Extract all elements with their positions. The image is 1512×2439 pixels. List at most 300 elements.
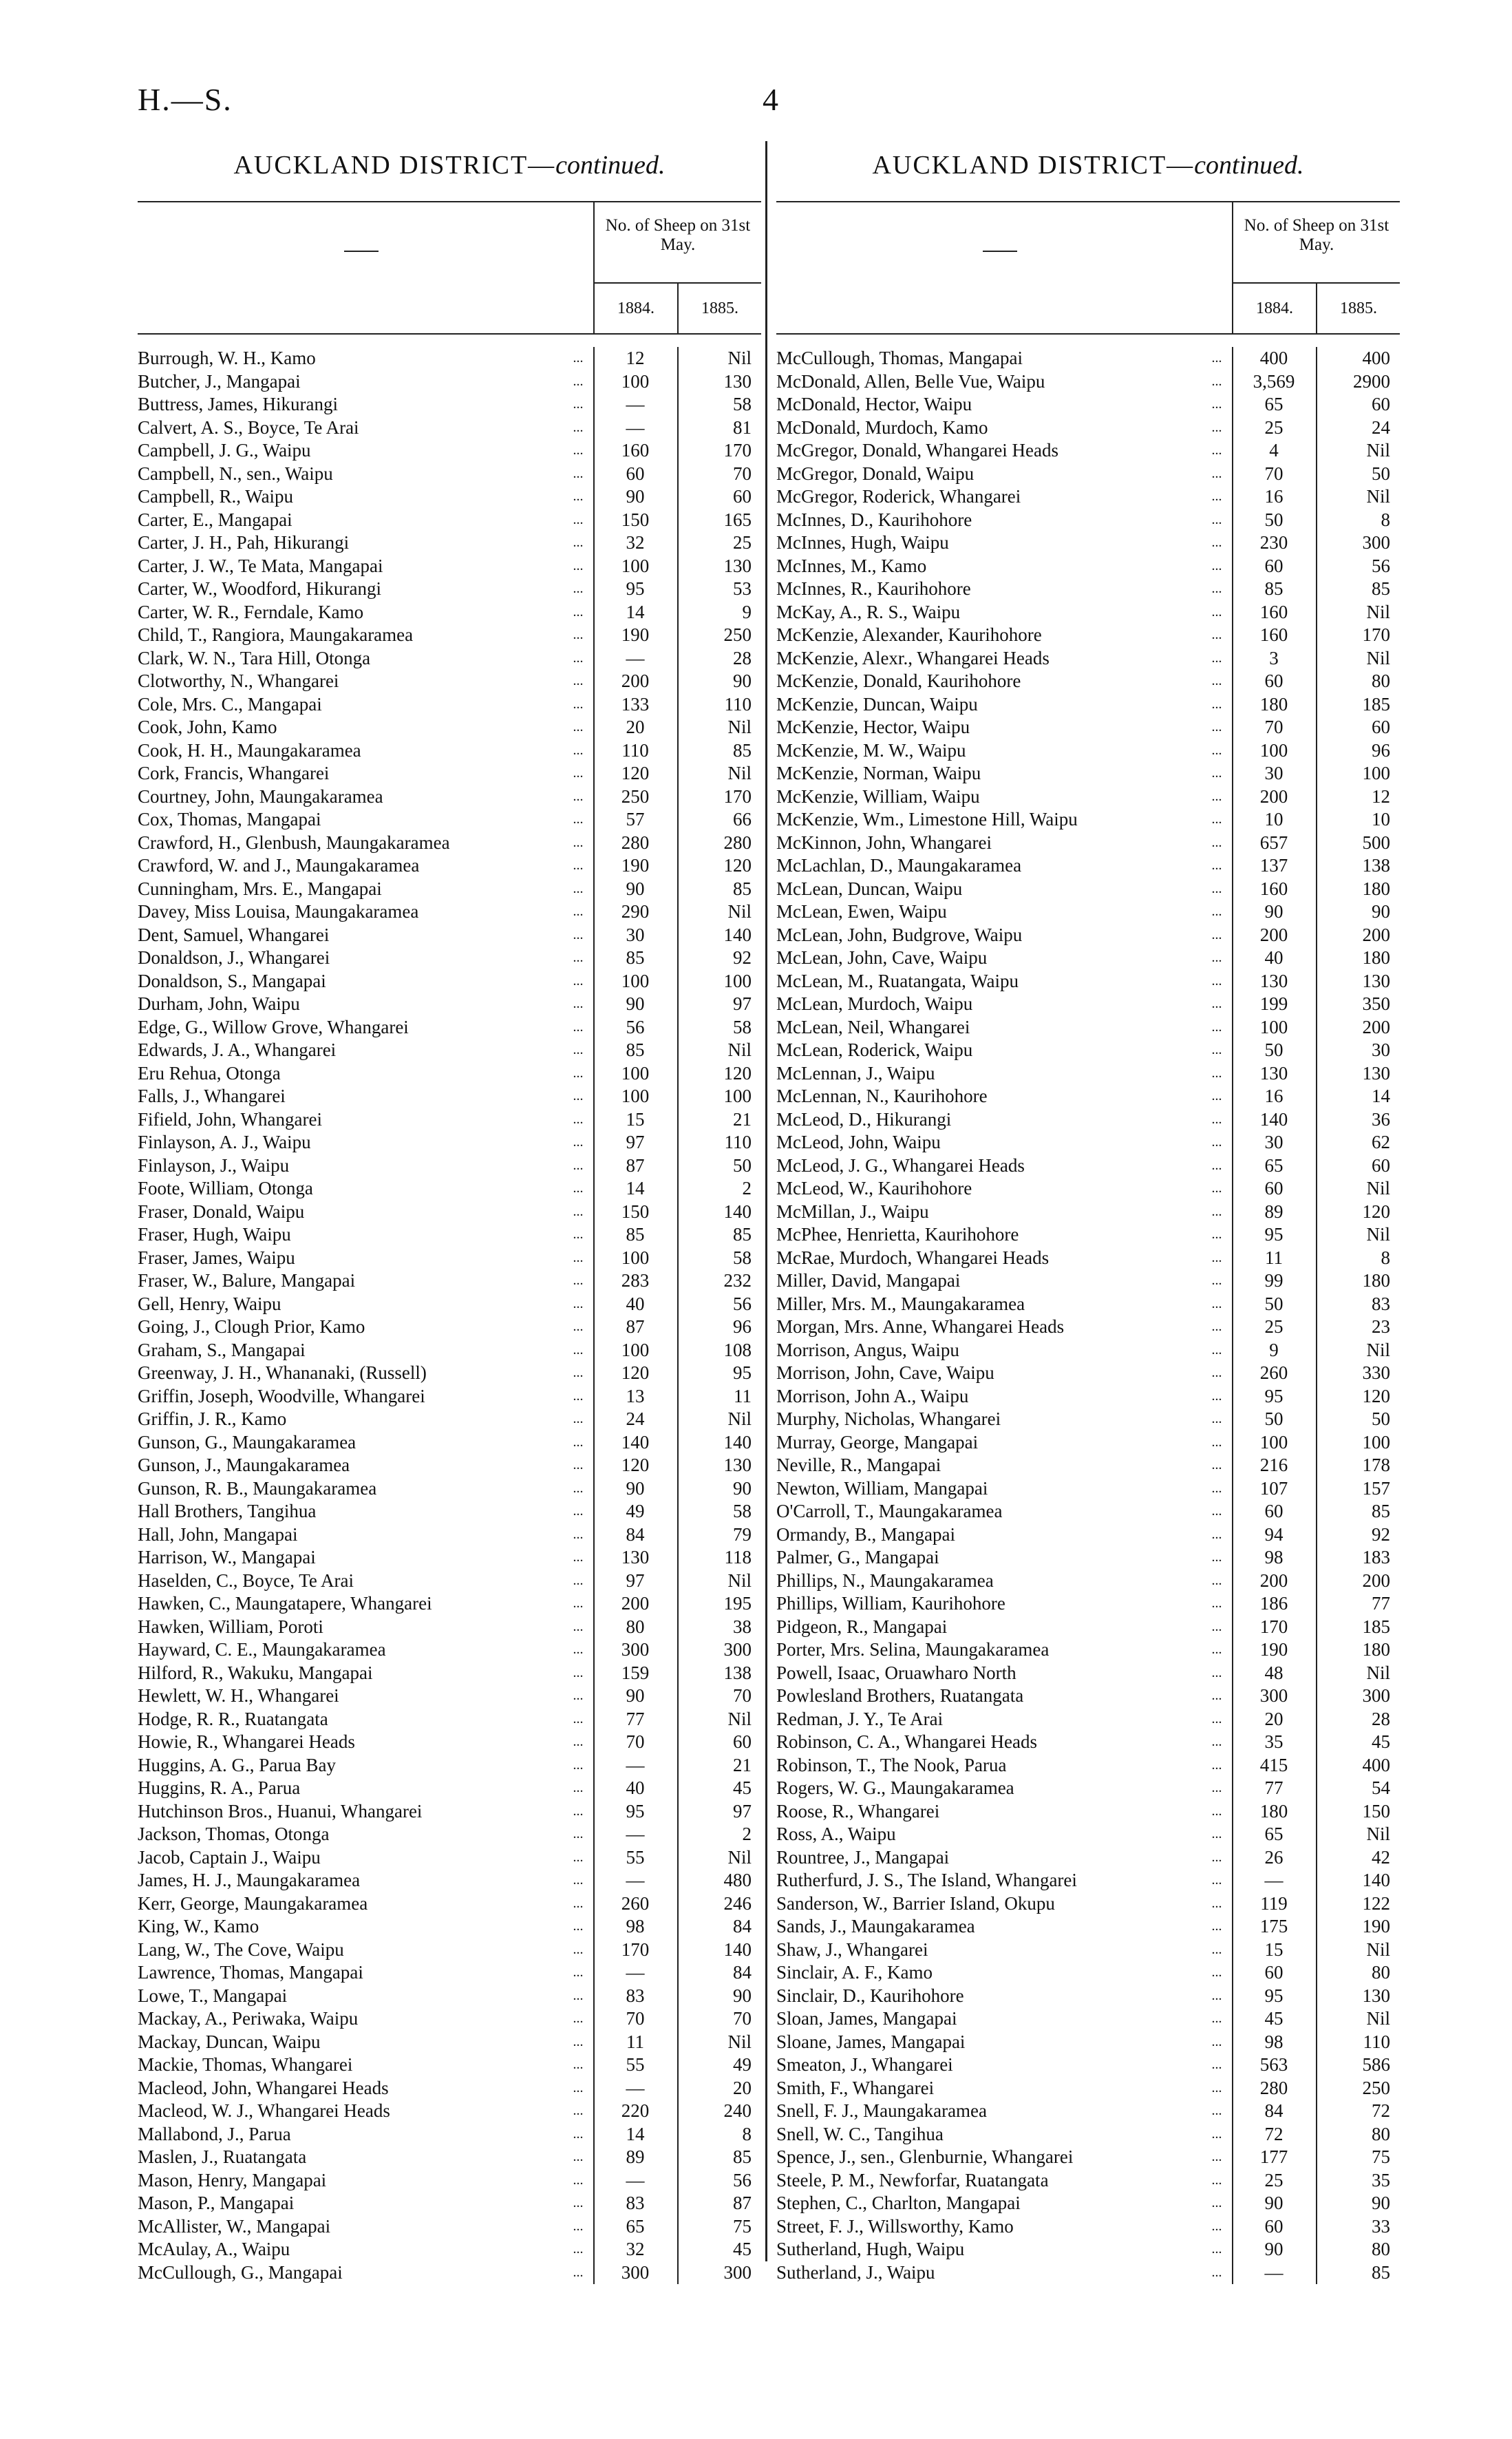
page-reference: H.—S.	[138, 82, 233, 117]
leader-dots: ...	[573, 2034, 584, 2049]
sheep-1884: 280	[1259, 2077, 1288, 2098]
leader-dots: ...	[1211, 535, 1222, 550]
sheep-1885: Nil	[727, 717, 752, 737]
owner-name: McLean, Ewen, Waipu	[776, 901, 947, 922]
table-row	[138, 670, 761, 693]
leader-dots: ...	[1211, 858, 1222, 873]
sheep-1885: 20	[733, 2077, 752, 2098]
sheep-1884: 77	[626, 1708, 645, 1729]
owner-name: Mason, Henry, Mangapai	[138, 2169, 327, 2190]
owner-name: Huggins, A. G., Parua Bay	[138, 1754, 336, 1775]
sheep-1884: 50	[1264, 1293, 1284, 1314]
sheep-1884: 98	[626, 1916, 645, 1936]
owner-name: McLennan, J., Waipu	[776, 1062, 935, 1084]
sheep-1885: 195	[723, 1593, 752, 1614]
sheep-1885: 240	[723, 2100, 752, 2121]
year-1884-header: 1884.	[593, 284, 677, 333]
table-row	[138, 2077, 761, 2100]
owner-name: Snell, W. C., Tangihua	[776, 2123, 944, 2144]
sheep-1885: 23	[1372, 1316, 1390, 1337]
sheep-1884: 100	[621, 1339, 650, 1360]
sheep-1884: 49	[626, 1501, 645, 1521]
table-row	[776, 693, 1400, 717]
sheep-1884: 16	[1264, 486, 1284, 507]
owner-name: McKenzie, William, Waipu	[776, 785, 980, 807]
table-row	[776, 509, 1400, 532]
sheep-1884: 65	[1264, 1824, 1284, 1844]
table-row	[138, 1638, 761, 1662]
leader-dots: ...	[1211, 2241, 1222, 2257]
owner-name: Howie, R., Whangarei Heads	[138, 1731, 355, 1752]
sheep-1885: 100	[1362, 763, 1390, 783]
sheep-1885: 120	[723, 1062, 752, 1084]
owner-name: McKenzie, Alexander, Kaurihohore	[776, 624, 1042, 645]
sheep-1884: 70	[1264, 717, 1284, 737]
sheep-1885: 480	[723, 1870, 752, 1890]
owner-name: Edwards, J. A., Whangarei	[138, 1039, 337, 1060]
leader-dots: ...	[1211, 1780, 1222, 1795]
table-row	[776, 1638, 1400, 1662]
sheep-1885: 200	[1362, 1016, 1390, 1037]
sheep-1884: 89	[626, 2146, 645, 2167]
owner-name: McPhee, Henrietta, Kaurihohore	[776, 1224, 1019, 1245]
leader-dots: ...	[573, 2103, 584, 2118]
leader-dots: ...	[573, 1526, 584, 1542]
table-row	[776, 555, 1400, 578]
sheep-1884: 60	[1264, 1178, 1284, 1199]
table-row	[776, 924, 1400, 947]
table-row	[138, 1269, 761, 1293]
owner-name: Calvert, A. S., Boyce, Te Arai	[138, 416, 359, 438]
sheep-1884: 14	[626, 1178, 645, 1199]
leader-dots: ...	[1211, 1596, 1222, 1611]
table-row	[776, 1293, 1400, 1316]
owner-name: O'Carroll, T., Maungakaramea	[776, 1501, 1003, 1521]
table-body-left	[138, 347, 761, 2284]
sheep-1885: Nil	[1366, 1339, 1390, 1360]
owner-name: Hayward, C. E., Maungakaramea	[138, 1639, 386, 1660]
sheep-1884: 30	[1264, 1132, 1284, 1152]
sheep-1884: 45	[1264, 2008, 1284, 2029]
owner-name: McLeod, J. G., Whangarei Heads	[776, 1154, 1025, 1176]
owner-name: Newton, William, Mangapai	[776, 1477, 988, 1499]
table-row	[776, 1108, 1400, 1132]
sheep-1884: 120	[621, 1362, 650, 1383]
sheep-1885: 130	[723, 1455, 752, 1475]
owner-name: Spence, J., sen., Glenburnie, Whangarei	[776, 2146, 1074, 2167]
sheep-1885: 12	[1372, 785, 1390, 807]
leader-dots: ...	[573, 1895, 584, 1911]
owner-name: Davey, Miss Louisa, Maungakaramea	[138, 901, 419, 922]
owner-name: Campbell, R., Waipu	[138, 486, 294, 507]
owner-name: McRae, Murdoch, Whangarei Heads	[776, 1247, 1050, 1268]
sheep-1884: 216	[1259, 1455, 1288, 1475]
sheep-1885: 140	[723, 1201, 752, 1222]
sheep-1885: Nil	[727, 1039, 752, 1060]
sheep-1885: 250	[723, 624, 752, 645]
table-row	[138, 1293, 761, 1316]
leader-dots: ...	[573, 1319, 584, 1334]
sheep-1884: —	[626, 1962, 645, 1983]
sheep-1885: 180	[1362, 1270, 1390, 1291]
leader-dots: ...	[1211, 1642, 1222, 1657]
sheep-1885: 300	[1362, 532, 1390, 553]
table-row	[138, 1477, 761, 1501]
leader-dots: ...	[1211, 2126, 1222, 2142]
sheep-1885: 170	[1362, 624, 1390, 645]
sheep-1885: 9	[742, 601, 752, 622]
leader-dots: ...	[1211, 604, 1222, 620]
sheep-1885: Nil	[1366, 2008, 1390, 2029]
table-row	[138, 1201, 761, 1224]
leader-dots: ...	[573, 1111, 584, 1127]
leader-dots: ...	[1211, 1550, 1222, 1565]
leader-dots: ...	[1211, 1757, 1222, 1773]
owner-name: Lawrence, Thomas, Mangapai	[138, 1962, 363, 1983]
table-row	[776, 601, 1400, 624]
leader-dots: ...	[573, 766, 584, 781]
table-row	[776, 1085, 1400, 1108]
owner-name: Greenway, J. H., Whananaki, (Russell)	[138, 1362, 427, 1383]
sheep-1885: 400	[1362, 348, 1390, 368]
table-row	[776, 1985, 1400, 2008]
owner-name: McInnes, R., Kaurihohore	[776, 578, 971, 599]
owner-name: McKinnon, John, Whangarei	[776, 832, 992, 853]
owner-name: Graham, S., Mangapai	[138, 1339, 306, 1360]
leader-dots: ...	[573, 1780, 584, 1795]
sheep-1885: 170	[723, 785, 752, 807]
sheep-1885: Nil	[727, 348, 752, 368]
sheep-1885: 75	[733, 2215, 752, 2237]
owner-name: Smith, F., Whangarei	[776, 2077, 935, 2098]
leader-dots: ...	[1211, 766, 1222, 781]
page-number: 4	[763, 82, 778, 117]
sheep-1884: —	[626, 416, 645, 438]
year-1884-header: 1884.	[1232, 284, 1316, 333]
sheep-1884: 87	[626, 1154, 645, 1176]
table-row	[138, 785, 761, 809]
sheep-1884: —	[1264, 2261, 1284, 2283]
sheep-1884: 13	[626, 1385, 645, 1406]
sheep-1885: 58	[733, 394, 752, 414]
sheep-1885: 150	[1362, 1800, 1390, 1822]
sheep-1884: —	[626, 2077, 645, 2098]
table-row	[776, 739, 1400, 763]
table-row	[776, 2192, 1400, 2215]
owner-name: Carter, W., Woodford, Hikurangi	[138, 578, 381, 599]
sheep-1884: 290	[621, 901, 650, 922]
sheep-1884: —	[626, 1754, 645, 1775]
sheep-1885: 80	[1372, 1962, 1390, 1983]
leader-dots: ...	[1211, 650, 1222, 666]
owner-name: Morrison, John A., Waipu	[776, 1385, 969, 1406]
table-row	[138, 2146, 761, 2169]
sheep-1884: 415	[1259, 1754, 1288, 1775]
sheep-1885: Nil	[1366, 440, 1390, 461]
owner-name: McKenzie, Donald, Kaurihohore	[776, 671, 1021, 691]
owner-name: McLean, Duncan, Waipu	[776, 878, 963, 899]
leader-dots: ...	[573, 950, 584, 965]
sheep-1885: 140	[723, 924, 752, 945]
leader-dots: ...	[1211, 1088, 1222, 1104]
sheep-1884: 15	[1264, 1939, 1284, 1960]
owner-name: Hall Brothers, Tangihua	[138, 1501, 317, 1521]
sheep-1885: 130	[1362, 970, 1390, 991]
owner-name: Jacob, Captain J., Waipu	[138, 1846, 321, 1868]
leader-dots: ...	[1211, 1919, 1222, 1934]
table-row	[138, 1570, 761, 1593]
sheep-1884: 199	[1259, 993, 1288, 1014]
sheep-1885: 38	[733, 1616, 752, 1637]
sheep-1884: 85	[1264, 578, 1284, 599]
sheep-1884: 119	[1260, 1892, 1288, 1914]
table-row	[138, 393, 761, 416]
leader-dots: ...	[573, 2011, 584, 2026]
sheep-1885: 75	[1372, 2146, 1390, 2167]
sheep-1885: 56	[1372, 555, 1390, 576]
owner-name: Fraser, Donald, Waipu	[138, 1201, 305, 1222]
table-row	[138, 531, 761, 555]
table-row	[138, 1385, 761, 1408]
sheep-1884: 84	[1264, 2100, 1284, 2121]
leader-dots: ...	[1211, 2195, 1222, 2210]
owner-name: McLean, Murdoch, Waipu	[776, 993, 973, 1014]
table-row	[776, 1316, 1400, 1339]
leader-dots: ...	[573, 1273, 584, 1288]
table-row	[776, 1685, 1400, 1708]
table-row	[776, 1523, 1400, 1547]
sheep-1885: 2	[742, 1824, 752, 1844]
table-row	[138, 854, 761, 878]
owner-name: Fraser, James, Waipu	[138, 1247, 295, 1268]
sheep-1885: 21	[733, 1754, 752, 1775]
sheep-1885: Nil	[727, 1570, 752, 1591]
sheep-1885: 81	[733, 416, 752, 438]
owner-name: Lowe, T., Mangapai	[138, 1985, 288, 2006]
owner-name: McKenzie, Norman, Waipu	[776, 763, 981, 783]
sheep-1884: 35	[1264, 1731, 1284, 1752]
table-row	[776, 2123, 1400, 2146]
owner-name: King, W., Kamo	[138, 1916, 259, 1936]
owner-name: James, H. J., Maungakaramea	[138, 1870, 361, 1890]
sheep-1885: 56	[733, 1293, 752, 1314]
owner-name: Griffin, J. R., Kamo	[138, 1408, 287, 1429]
sheep-1884: 60	[1264, 1962, 1284, 1983]
right-column	[776, 145, 1400, 2283]
leader-dots: ...	[573, 927, 584, 942]
table-row	[776, 1616, 1400, 1639]
sheep-1885: Nil	[1366, 486, 1390, 507]
sheep-1885: 33	[1372, 2215, 1390, 2237]
sheep-1885: Nil	[1366, 601, 1390, 622]
leader-dots: ...	[573, 812, 584, 827]
table-row	[138, 1754, 761, 1777]
leader-dots: ...	[573, 788, 584, 804]
leader-dots: ...	[573, 443, 584, 458]
table-row	[776, 1731, 1400, 1754]
leader-dots: ...	[1211, 465, 1222, 481]
sheep-1884: 186	[1259, 1593, 1288, 1614]
owner-name: Porter, Mrs. Selina, Maungakaramea	[776, 1639, 1050, 1660]
leader-dots: ...	[573, 1249, 584, 1265]
leader-dots: ...	[1211, 1711, 1222, 1727]
sheep-1884: 85	[626, 947, 645, 968]
leader-dots: ...	[573, 1826, 584, 1841]
sheep-1884: 220	[621, 2100, 650, 2121]
sheep-1885: 100	[723, 1086, 752, 1106]
sheep-1884: 200	[621, 1593, 650, 1614]
table-body-right	[776, 347, 1400, 2284]
leader-dots: ...	[1211, 1134, 1222, 1150]
sheep-1884: 175	[1259, 1916, 1288, 1936]
table-row	[138, 1985, 761, 2008]
leader-dots: ...	[1211, 1042, 1222, 1057]
leader-dots: ...	[573, 558, 584, 573]
owner-name: McLean, M., Ruatangata, Waipu	[776, 970, 1019, 991]
table-row	[776, 370, 1400, 394]
owner-name: Donaldson, J., Whangarei	[138, 947, 330, 968]
table-row	[138, 1869, 761, 1892]
sheep-1884: 98	[1264, 2031, 1284, 2052]
owner-name: Miller, David, Mangapai	[776, 1270, 961, 1291]
sheep-1885: 2900	[1353, 370, 1390, 392]
owner-name: Neville, R., Mangapai	[776, 1455, 941, 1475]
leader-dots: ...	[1211, 996, 1222, 1011]
leader-dots: ...	[1211, 1273, 1222, 1288]
sheep-1884: 95	[1264, 1224, 1284, 1245]
owner-name: Ormandy, B., Mangapai	[776, 1523, 955, 1545]
sheep-1884: 65	[1264, 394, 1284, 414]
table-row	[138, 878, 761, 901]
leader-dots: ...	[1211, 1503, 1222, 1519]
leader-dots: ...	[573, 1965, 584, 1980]
table-row	[138, 1408, 761, 1431]
year-1885-header: 1885.	[677, 284, 761, 333]
owner-name: Haselden, C., Boyce, Te Arai	[138, 1570, 354, 1591]
table-row	[776, 485, 1400, 509]
sheep-1885: Nil	[1366, 1224, 1390, 1245]
sheep-1884: 140	[621, 1431, 650, 1453]
table-row	[776, 1131, 1400, 1154]
sheep-1884: 130	[1259, 970, 1288, 991]
leader-dots: ...	[573, 1688, 584, 1703]
owner-name: Morrison, Angus, Waipu	[776, 1339, 959, 1360]
leader-dots: ...	[1211, 1319, 1222, 1334]
table-row	[138, 2123, 761, 2146]
table-row	[776, 1201, 1400, 1224]
sheep-1885: 85	[733, 1224, 752, 1245]
owner-name: Steele, P. M., Newforfar, Ruatangata	[776, 2169, 1049, 2190]
sheep-1885: 85	[733, 878, 752, 899]
leader-dots: ...	[573, 373, 584, 389]
table-row	[138, 1939, 761, 1962]
sheep-1885: 72	[1372, 2100, 1390, 2121]
leader-dots: ...	[1211, 1296, 1222, 1311]
leader-dots: ...	[1211, 558, 1222, 573]
sheep-1884: 4	[1269, 440, 1279, 461]
sheep-1885: 80	[1372, 671, 1390, 691]
sheep-1885: 118	[724, 1547, 752, 1567]
owner-name: McLennan, N., Kaurihohore	[776, 1086, 988, 1106]
table-row	[776, 1777, 1400, 1800]
table-row	[138, 1616, 761, 1639]
owner-name: McKenzie, Alexr., Whangarei Heads	[776, 647, 1050, 668]
table-row	[138, 2169, 761, 2193]
table-row	[138, 1892, 761, 1916]
sheep-1884: 98	[1264, 1547, 1284, 1567]
leader-dots: ...	[573, 2057, 584, 2072]
sheep-1884: 130	[621, 1547, 650, 1567]
owner-name: Courtney, John, Maungakaramea	[138, 785, 383, 807]
leader-dots: ...	[1211, 1895, 1222, 1911]
sheep-1884: 85	[626, 1224, 645, 1245]
leader-dots: ...	[573, 511, 584, 527]
sheep-1885: 35	[1372, 2169, 1390, 2190]
leader-dots: ...	[1211, 1203, 1222, 1219]
table-row	[138, 1685, 761, 1708]
leader-dots: ...	[573, 1042, 584, 1057]
sheep-1885: 180	[1362, 1639, 1390, 1660]
sheep-1885: Nil	[727, 901, 752, 922]
owner-name: Miller, Mrs. M., Maungakaramea	[776, 1293, 1025, 1314]
sheep-1885: 100	[1362, 1431, 1390, 1453]
leader-dots: ...	[573, 2126, 584, 2142]
sheep-1885: 232	[723, 1270, 752, 1291]
leader-dots: ...	[1211, 1941, 1222, 1957]
owner-name: Kerr, George, Maungakaramea	[138, 1892, 368, 1914]
sheep-1884: 300	[621, 1639, 650, 1660]
table-row	[138, 1108, 761, 1132]
leader-dots: ...	[573, 1480, 584, 1496]
sheep-1885: 120	[1362, 1385, 1390, 1406]
table-row	[138, 1961, 761, 1985]
owner-name: McLean, John, Cave, Waipu	[776, 947, 988, 968]
sheep-1885: 66	[733, 809, 752, 830]
leader-dots: ...	[1211, 1734, 1222, 1749]
owner-name: Maslen, J., Ruatangata	[138, 2146, 307, 2167]
sheep-1885: 95	[733, 1362, 752, 1383]
sheep-1884: 3,569	[1253, 370, 1295, 392]
sheep-1885: 110	[1363, 2031, 1390, 2052]
sheep-1885: 36	[1372, 1108, 1390, 1130]
leader-dots: ...	[573, 1919, 584, 1934]
sheep-1884: 94	[1264, 1523, 1284, 1545]
sheep-1884: 56	[626, 1016, 645, 1037]
table-row	[776, 900, 1400, 924]
owner-name: Fraser, Hugh, Waipu	[138, 1224, 291, 1245]
sheep-1884: 12	[626, 348, 645, 368]
table-row	[138, 485, 761, 509]
column-divider	[765, 141, 767, 2261]
owner-name: Gunson, G., Maungakaramea	[138, 1431, 356, 1453]
table-row	[138, 1546, 761, 1570]
sheep-1884: 657	[1259, 832, 1288, 853]
table-row	[138, 578, 761, 601]
sheep-1884: 200	[1259, 1570, 1288, 1591]
sheep-1885: 200	[1362, 924, 1390, 945]
table-row	[776, 947, 1400, 970]
sheep-1884: 300	[1259, 1685, 1288, 1706]
leader-dots: ...	[573, 742, 584, 758]
leader-dots: ...	[573, 1342, 584, 1358]
owner-name: McLean, Neil, Whangarei	[776, 1016, 970, 1037]
sheep-1885: 130	[1362, 1985, 1390, 2006]
sheep-1885: 79	[733, 1523, 752, 1545]
sheep-1884: —	[626, 647, 645, 668]
owner-name: Cole, Mrs. C., Mangapai	[138, 693, 322, 715]
table-row	[776, 1662, 1400, 1685]
sheep-1885: 180	[1362, 878, 1390, 899]
